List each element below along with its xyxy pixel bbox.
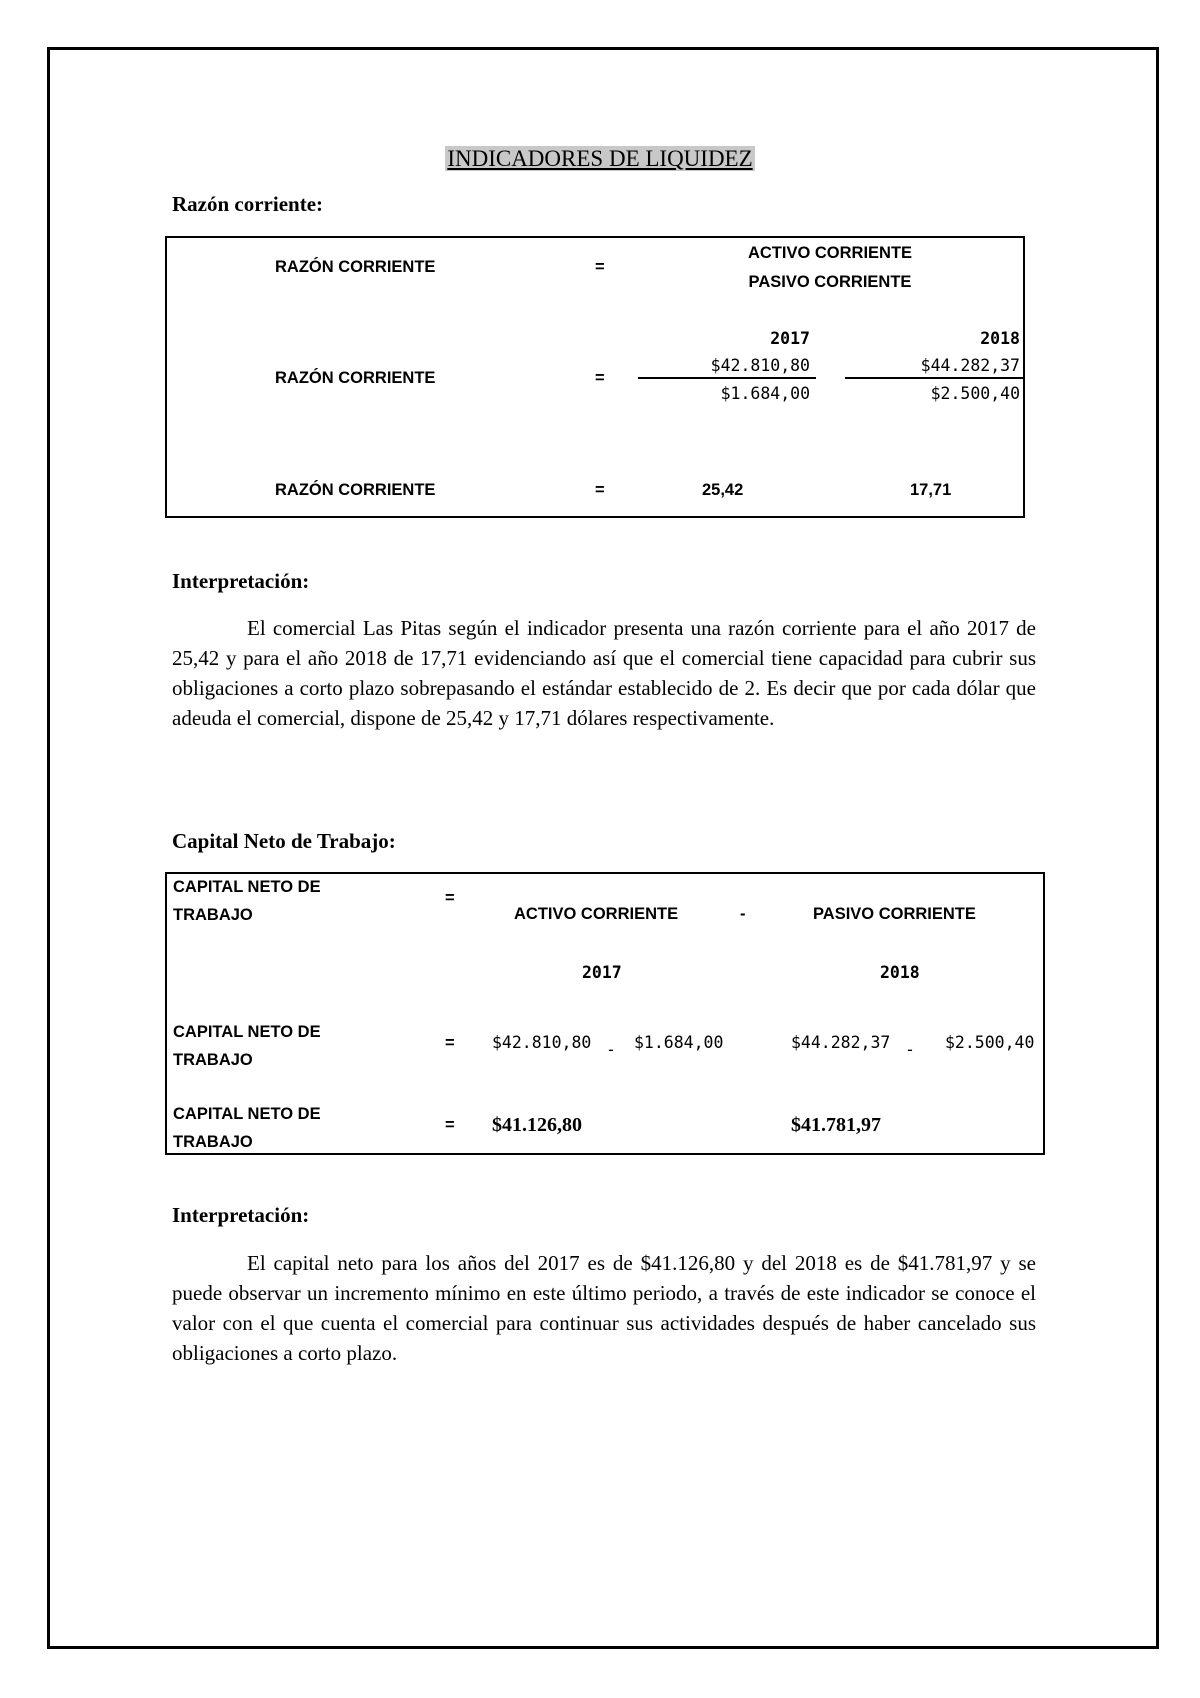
interp2-paragraph: El capital neto para los años del 2017 es de $41.126,80 y del 2018 es de $41.781,97 y se puede observar un incremento mínimo en este último periodo, a través de este indicador se conoce el valor con el que cuenta el comercial para continuar sus actividades después de haber cancelado sus obligaciones a corto plazo. (172, 1251, 1036, 1365)
razon-equals-2: = (595, 369, 605, 387)
capital-activo-2017: $42.810,80 (492, 1033, 592, 1052)
capital-equals-2: = (445, 1034, 455, 1052)
capital-pasivo-2018: $2.500,40 (945, 1033, 1035, 1052)
razon-result-2017: 25,42 (702, 481, 744, 499)
capital-year-2018: 2018 (880, 963, 920, 982)
capital-minus-2017: - (606, 1040, 616, 1059)
denominator-label: PASIVO CORRIENTE (748, 273, 912, 291)
razon-label-3: RAZÓN CORRIENTE (275, 481, 436, 499)
razon-numerator-2017: $42.810,80 (710, 356, 810, 375)
capital-label-2: CAPITAL NETO DE TRABAJO (173, 1023, 321, 1069)
capital-label-1: CAPITAL NETO DE TRABAJO (173, 878, 321, 924)
razon-result-2018: 17,71 (910, 481, 952, 499)
capital-activo-2018: $44.282,37 (791, 1033, 891, 1052)
razon-year-2018: 2018 (980, 329, 1020, 348)
capital-label-3: CAPITAL NETO DE TRABAJO (173, 1105, 321, 1151)
interp1-paragraph: El comercial Las Pitas según el indicador presenta una razón corriente para el año 2017 de 25,42 y para el año 2018 de 17,71 evidenciando así que el comercial tiene capacidad para cubrir sus obligaciones a corto plazo sobrepasando el estándar establecido de 2. Es decir que por cada dólar que adeuda el comercial, dispone de 25,42 y 17,71 dólares respectivamente. (172, 616, 1036, 730)
razon-equals: = (595, 258, 605, 276)
razon-heading: Razón corriente: (172, 192, 324, 216)
razon-label-2: RAZÓN CORRIENTE (275, 369, 436, 387)
fraction-line-2018 (845, 377, 1023, 379)
capital-equals-1: = (445, 889, 455, 907)
razon-denominator-2018: $2.500,40 (930, 384, 1020, 403)
razon-denominator-2017: $1.684,00 (720, 384, 810, 403)
capital-result-2018: $41.781,97 (791, 1114, 881, 1136)
capital-result-2017: $41.126,80 (492, 1114, 582, 1136)
razon-numerator-2018: $44.282,37 (920, 356, 1020, 375)
capital-minus-2018: - (905, 1040, 915, 1059)
razon-equals-3: = (595, 481, 605, 499)
capital-heading: Capital Neto de Trabajo: (172, 829, 396, 853)
capital-equals-3: = (445, 1116, 455, 1134)
interp1-heading: Interpretación: (172, 569, 310, 593)
interp2-heading: Interpretación: (172, 1203, 310, 1227)
pasivo-label: PASIVO CORRIENTE (813, 905, 976, 923)
numerator-label: ACTIVO CORRIENTE (747, 244, 913, 262)
capital-pasivo-2017: $1.684,00 (634, 1033, 724, 1052)
capital-minus-header: - (740, 905, 746, 923)
fraction-line-2017 (638, 377, 816, 379)
capital-year-2017: 2017 (582, 963, 622, 982)
page-title: INDICADORES DE LIQUIDEZ (447, 146, 753, 171)
razon-label: RAZÓN CORRIENTE (275, 258, 436, 276)
razon-year-2017: 2017 (770, 329, 810, 348)
activo-label: ACTIVO CORRIENTE (514, 905, 679, 923)
